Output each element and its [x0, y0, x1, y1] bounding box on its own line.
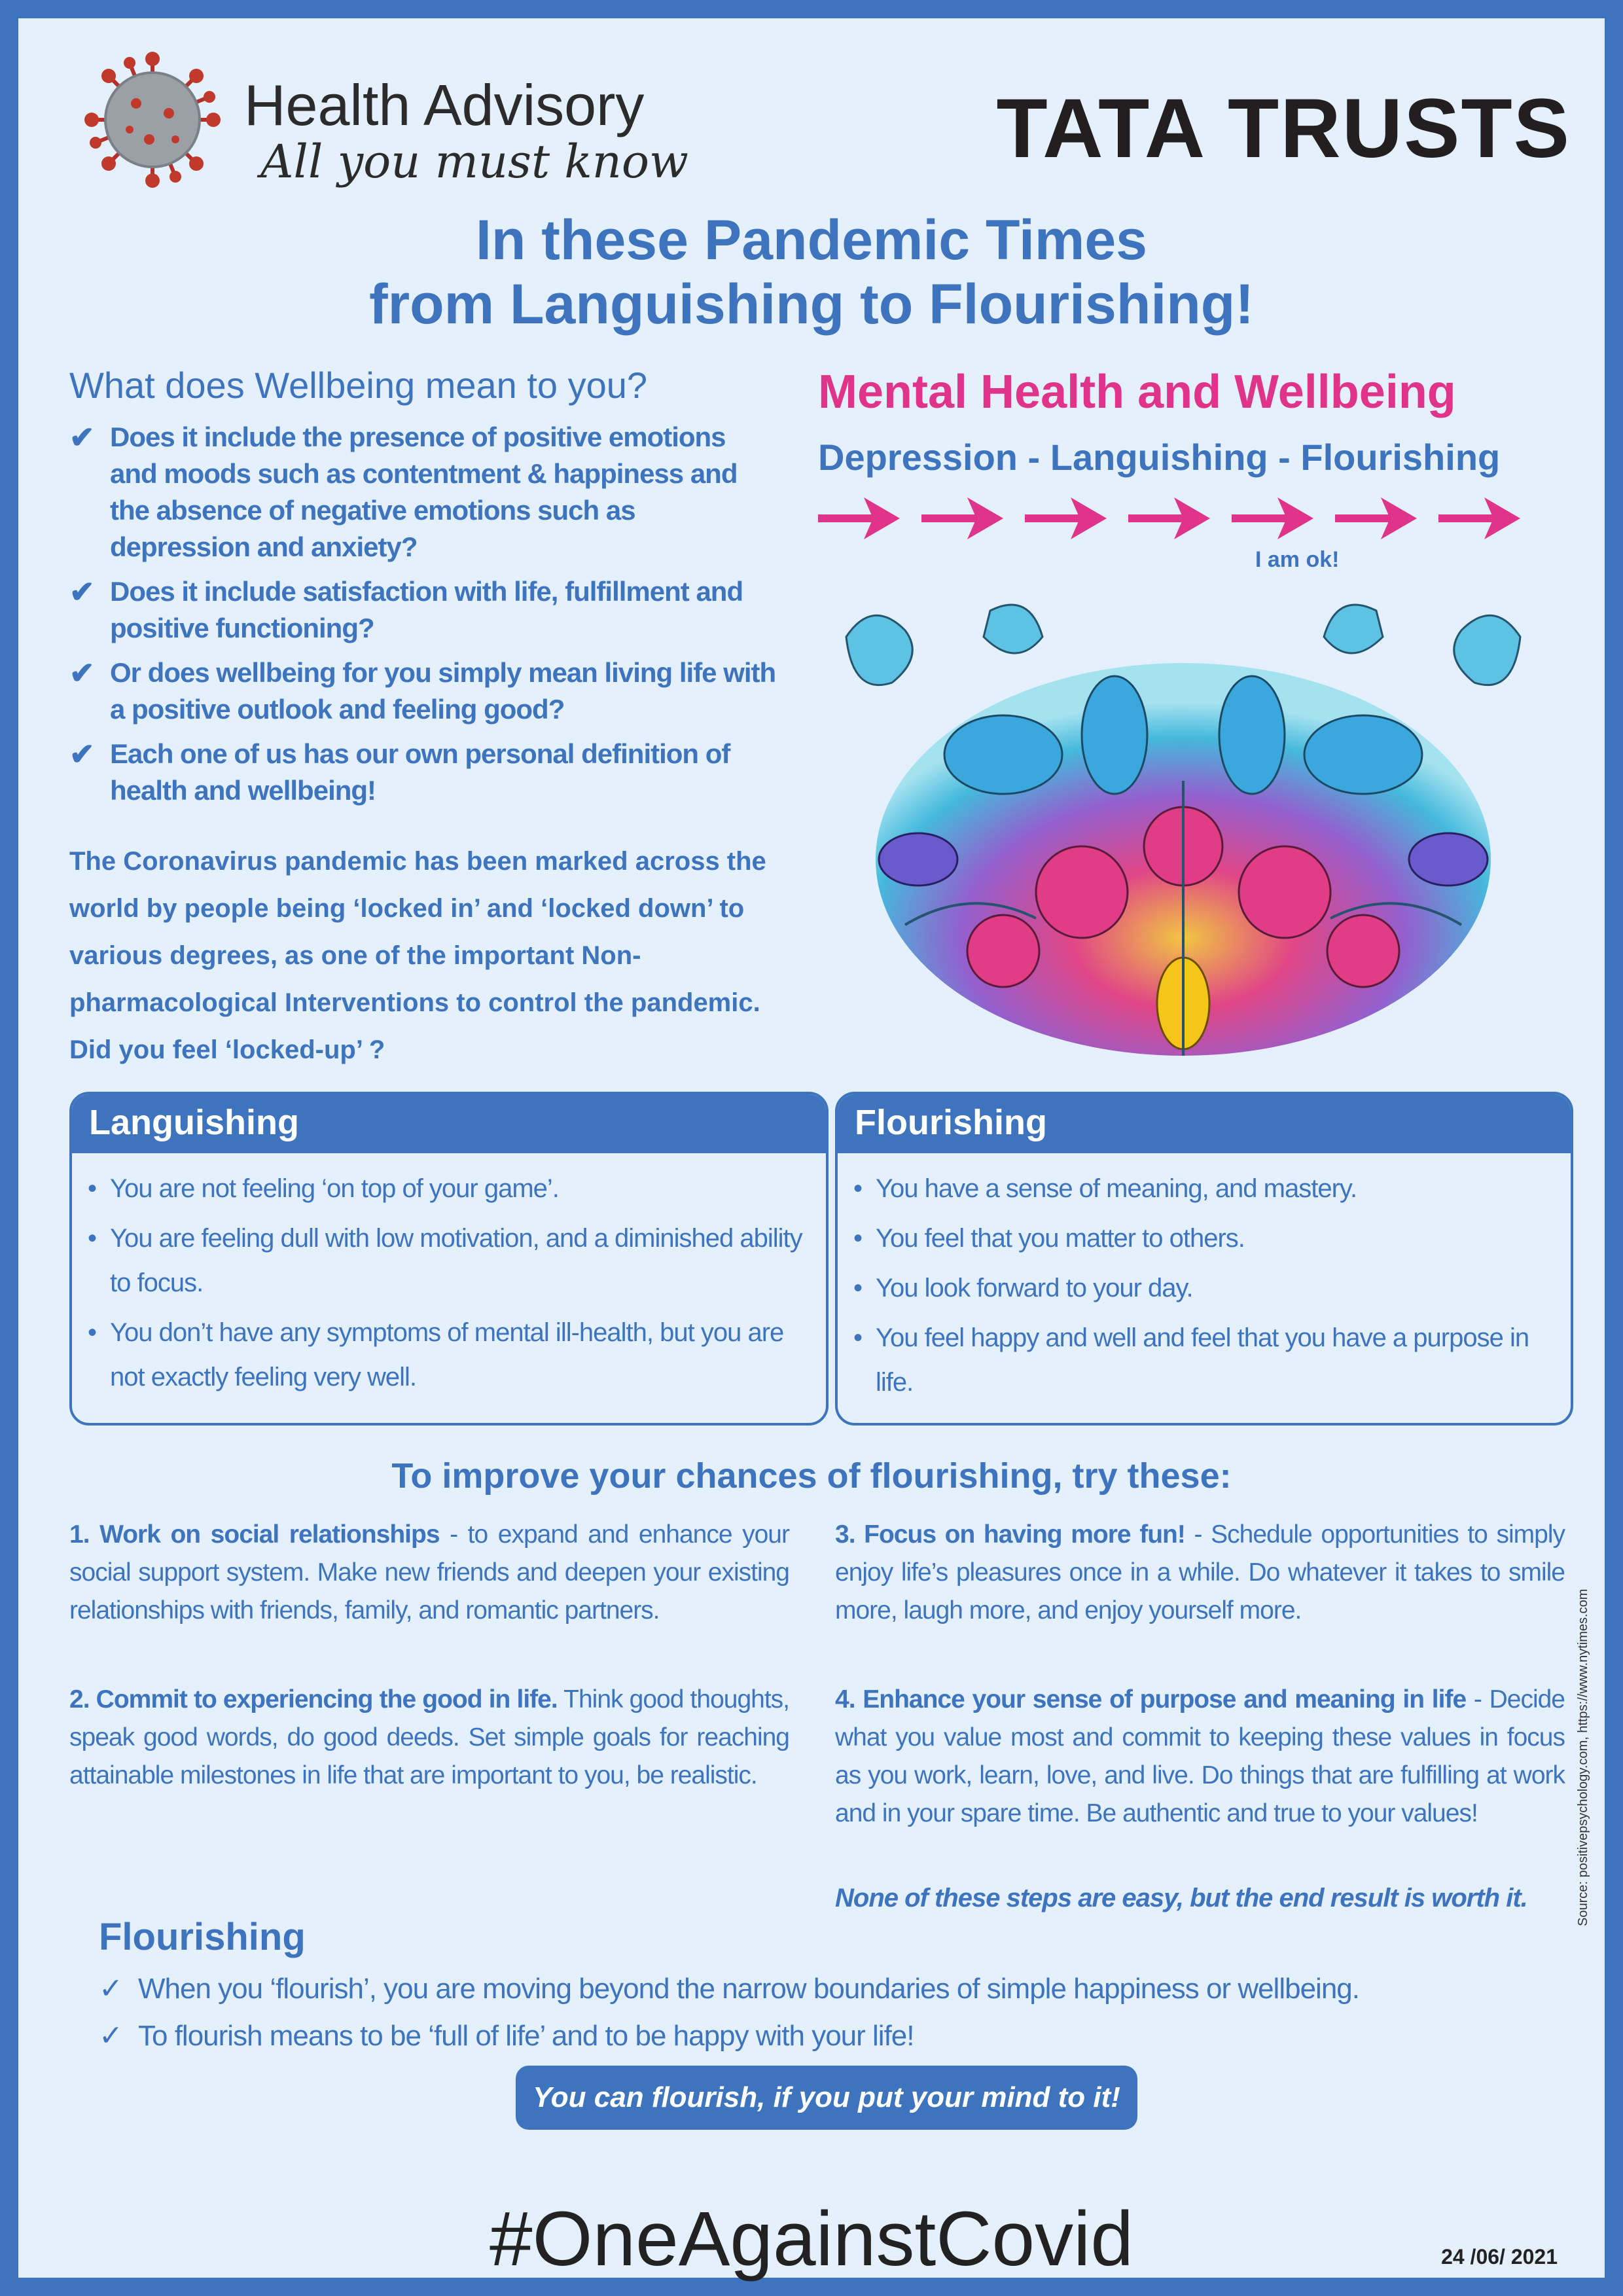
check-icon: ✓ — [99, 2020, 122, 2052]
i-am-ok-label: I am ok! — [1255, 547, 1340, 572]
list-item: • You look forward to your day. — [853, 1274, 1193, 1302]
pandemic-intro: The Coronavirus pandemic has been marked across the world by people being ‘locked in’ and ‘locked down’ to various degrees, as one of the important Non-pharmacological Interventions to control the pandemic. Did you feel ‘locked-up’ ? — [69, 847, 766, 1064]
headline-line-1: In these Pandemic Times — [475, 209, 1148, 272]
list-item: • You are feeling dull with low motivation, and a diminished ability to focus. — [88, 1224, 802, 1297]
improve-title: To improve your chances of flourishing, try these: — [391, 1456, 1232, 1496]
checklist-item: ✔ Or does wellbeing for you simply mean living life with a positive outlook and feeling good? — [69, 656, 776, 725]
list-item: • You are not feeling ‘on top of your game’. — [88, 1174, 559, 1203]
checklist-item: ✔ Does it include the presence of positive emotions and moods such as contentment & happiness and the absence of negative emotions such as depression and anxiety? — [69, 420, 738, 562]
date-label: 24 /06/ 2021 — [1441, 2245, 1558, 2269]
advisory-subtitle: All you must know — [260, 135, 688, 188]
mental-health-title: Mental Health and Wellbeing — [818, 366, 1456, 418]
list-item: • You have a sense of meaning, and mastery. — [853, 1174, 1357, 1203]
check-icon: ✓ — [99, 1973, 122, 2005]
wellbeing-question: What does Wellbeing mean to you? — [69, 365, 648, 406]
tip-2: 2. Commit to experiencing the good in life. Think good thoughts, speak good words, do good deeds. Set simple goals for reaching attainable milestones in life that are important to you, be realistic. — [69, 1685, 789, 1789]
wellbeing-checklist — [69, 419, 776, 817]
checklist-item: ✔ Does it include satisfaction with life, fulfillment and positive functioning? — [69, 575, 743, 643]
checklist-item: ✔ Each one of us has our own personal definition of health and wellbeing! — [69, 737, 730, 806]
headline-line-2: from Languishing to Flourishing! — [369, 273, 1254, 336]
flourishing-box — [835, 1092, 1573, 1426]
coronavirus-icon — [84, 51, 221, 188]
flourishing-title: Flourishing — [99, 1916, 306, 1958]
check-icon: ✔ — [69, 737, 94, 771]
list-item: • You feel happy and well and feel that you have a purpose in life. — [853, 1323, 1529, 1397]
call-to-action-banner: You can flourish, if you put your mind to it! — [516, 2066, 1137, 2130]
flourishing-list — [838, 1166, 1571, 1405]
check-icon: ✔ — [69, 656, 94, 690]
tip-1: 1. Work on social relationships - to expand and enhance your social support system. Make new friends and deepen your existing relationships with friends, family, and romantic partners. — [69, 1520, 789, 1624]
list-item: • You don’t have any symptoms of mental ill-health, but you are not exactly feeling very well. — [88, 1318, 784, 1391]
tip-4: 4. Enhance your sense of purpose and meaning in life - Decide what you value most and commit to keeping these values in focus as you work, learn, love, and live. Do things that are fulfilling at work and in your spare time. Be authentic and true to your values! — [835, 1685, 1565, 1827]
spectrum-label: Depression - Languishing - Flourishing — [818, 437, 1501, 478]
hashtag: #OneAgainstCovid — [490, 2196, 1133, 2282]
arrows-icon — [818, 492, 1538, 545]
list-item: ✓ When you ‘flourish’, you are moving beyond the narrow boundaries of simple happiness or wellbeing. — [99, 1965, 1359, 2013]
floral-birds-illustration — [807, 584, 1560, 1082]
languishing-box — [69, 1092, 829, 1426]
check-icon: ✔ — [69, 575, 94, 609]
advisory-title: Health Advisory — [244, 73, 645, 137]
languishing-list — [72, 1166, 826, 1399]
list-item: ✓ To flourish means to be ‘full of life’ and to be happy with your life! — [99, 2013, 1359, 2060]
flourishing-box-title: Flourishing — [838, 1094, 1571, 1153]
languishing-title: Languishing — [72, 1094, 826, 1153]
flourishing-points — [99, 1965, 1359, 2060]
poster-panel: Health Advisory All you must know TATA TRUSTS In these Pandemic Times from Languishing to Flourishing! What does Wellbeing mean to you? ✔ Does it include the presence of positive emotions and moods such as contentment & happiness and the absence of negative emotions such as depression and anxiety? ✔ Does it include satisfaction with life, fulfillment and positive functioning? ✔ Or does wellbeing for you simply mean living life with a positive outlook and feeling good? ✔ Each one of us has our own personal definition of health and wellbeing! The Coronavirus pandemic has been marked across the world by people being ‘locked in’ and ‘locked down’ to various degrees, as one of the important Non-pharmacological Interventions to control the pandemic. Did you feel ‘locked-up’ ? Mental Health and Wellbeing Depression - Languishing - Flourishing I am ok! Languishing • You are not feeling ‘on top of your game’. • You are feeling dull with low motivation, and a diminished ability to focus. • You don’t have any symptoms of mental ill-health, but you are not exactly feeling very well. Flourishing • You have a sense of meaning, and mastery. • You feel that you matter to others. • You look forward to your day. • You feel happy and well and feel that you have a purpose in life. To improve your chances of flourishing, try these: 1. Work on social relationships - to expand and enhance your social support system. Make new friends and deepen your existing relationships with friends, family, and romantic partners. 2. Commit to experiencing the good in life. Think good thoughts, speak good words, do good deeds. Set simple goals for reaching attainable milestones in life that are important to you, be realistic. 3. Focus on having more fun! - Schedule opportunities to simply enjoy life’s pleasures once in a while. Do whatever it takes to smile more, laugh more, and enjoy yourself more. 4. Enhance your sense of purpose and meaning in life - Decide what you value most and commit to keeping these values in focus as you work, learn, love, and live. Do things that are fulfilling at work and in your spare time. Be authentic and true to your values! None of these steps are easy, but the end result is worth it. Source: positivepsychology.com, https://www.nytimes.com Flourishing ✓ When you ‘flourish’, you are moving beyond the narrow boundaries of simple happiness or wellbeing. ✓ To flourish means to be ‘full of life’ and to be happy with your life! You can flourish, if you put your mind to it! #OneAgainstCovid 24 /06/ 2021 — [18, 18, 1605, 2278]
tip-3: 3. Focus on having more fun! - Schedule opportunities to simply enjoy life’s pleasures once in a while. Do whatever it takes to smile more, laugh more, and enjoy yourself more. — [835, 1520, 1565, 1624]
tata-trusts-logo: TATA TRUSTS — [996, 82, 1571, 175]
list-item: • You feel that you matter to others. — [853, 1224, 1245, 1253]
check-icon: ✔ — [69, 420, 94, 454]
ending-note: None of these steps are easy, but the end result is worth it. — [835, 1884, 1527, 1912]
